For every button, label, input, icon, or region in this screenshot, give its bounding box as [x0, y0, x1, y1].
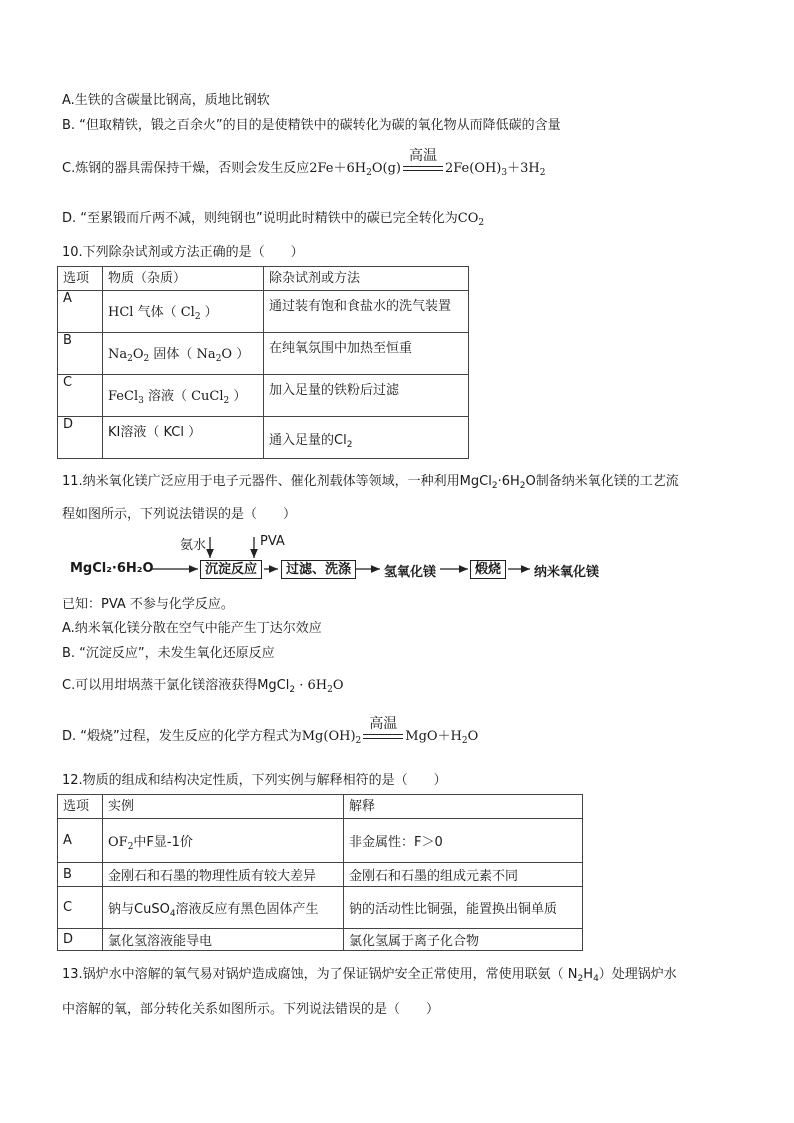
q10-stem: 10.下列除杂试剂或方法正确的是（ ） — [62, 245, 304, 260]
q11-stem-line1: 11.纳米氧化镁广泛应用于电子元器件、催化剂载体等领域，一种利用$MgCl_2\cdot 6H_2O$制备纳米氧化镁的工艺流 — [62, 474, 679, 491]
flow-reagent-pva: PVA — [260, 534, 285, 549]
q9-option-b: B. “但取精铁，锻之百余火”的目的是使精铁中的碳转化为碳的氧化物从而降低碳的含量 — [62, 118, 561, 133]
q10-table — [57, 266, 469, 459]
q11-option-c: C.可以用坩埚蒸干氯化镁溶液获得MgCl$_2$ · $6H_2O$ — [62, 678, 344, 695]
flow-reagent-ammonia: 氨水 — [180, 538, 207, 553]
flow-step-calcine: 煅烧 — [470, 560, 506, 579]
q12-table — [57, 794, 583, 951]
q9-option-a: A.生铁的含碳量比钢高，质地比钢软 — [62, 93, 270, 108]
q11-option-d: D. “煅烧”过程，发生反应的化学方程式为$Mg(OH)_2$ 高温 $MgO+H_2O$ — [62, 715, 479, 746]
q9-option-d: D. “至累锻而斤两不减，则纯钢也”说明此时精铁中的碳已完全转化为$CO_2$ — [62, 211, 485, 228]
flow-step-precipitation: 沉淀反应 — [200, 560, 262, 579]
reaction-condition-arrow: 高温 — [403, 163, 443, 175]
table-row: C FeCl$_3$ 溶液（ CuCl$_2$ ） 加入足量的铁粉后过滤 — [58, 375, 469, 417]
q11-note: 已知：PVA 不参与化学反应。 — [62, 597, 234, 612]
table-row: B 金刚石和石墨的物理性质有较大差异 金刚石和石墨的组成元素不同 — [58, 863, 583, 887]
q12-stem: 12.物质的组成和结构决定性质，下列实例与解释相符的是（ ） — [62, 773, 447, 788]
process-flow-diagram — [62, 532, 622, 590]
table-row: 选项 物质（杂质） 除杂试剂或方法 — [58, 267, 469, 291]
table-row: B $Na_2O_2$ 固体（ $Na_2O$ ） 在纯氧氛围中加热至恒重 — [58, 333, 469, 375]
q13-stem-line2: 中溶解的氧，部分转化关系如图所示。下列说法错误的是（ ） — [62, 1002, 440, 1017]
q11-option-b: B. “沉淀反应”，未发生氧化还原反应 — [62, 646, 275, 661]
table-row: C 钠与CuSO$_4$溶液反应有黑色固体产生 钠的活动性比铜强，能置换出铜单质 — [58, 887, 583, 929]
reaction-condition-arrow: 高温 — [363, 731, 403, 743]
table-row: A HCl 气体（ $Cl_2$ ） 通过装有饱和食盐水的洗气装置 — [58, 291, 469, 333]
table-row: D 氯化氢溶液能导电 氯化氢属于离子化合物 — [58, 929, 583, 951]
table-row: D KI溶液（ KCl ） 通入足量的$Cl_2$ — [58, 417, 469, 459]
q13-stem-line1: 13.锅炉水中溶解的氧气易对锅炉造成腐蚀，为了保证锅炉安全正常使用，常使用联氨（ $N_2H_4$）处理锅炉水 — [62, 967, 677, 984]
flow-end: 纳米氧化镁 — [534, 565, 600, 580]
q9-option-c: C.炼钢的器具需保持干燥，否则会发生反应$2Fe+6H_2O(g)$ 高温 $2Fe(OH)_3+3H_2$ — [62, 147, 546, 178]
table-row: 选项 实例 解释 — [58, 795, 583, 819]
q11-option-a: A.纳米氧化镁分散在空气中能产生丁达尔效应 — [62, 621, 322, 636]
flow-step-filter-wash: 过滤、洗涤 — [281, 560, 356, 579]
flow-start: MgCl₂·6H₂O — [70, 561, 154, 576]
flow-intermediate: 氢氧化镁 — [384, 565, 437, 580]
q11-stem-line2: 程如图所示，下列说法错误的是（ ） — [62, 507, 297, 522]
table-row: A $OF_2$中F显-1价 非金属性：F＞0 — [58, 819, 583, 863]
